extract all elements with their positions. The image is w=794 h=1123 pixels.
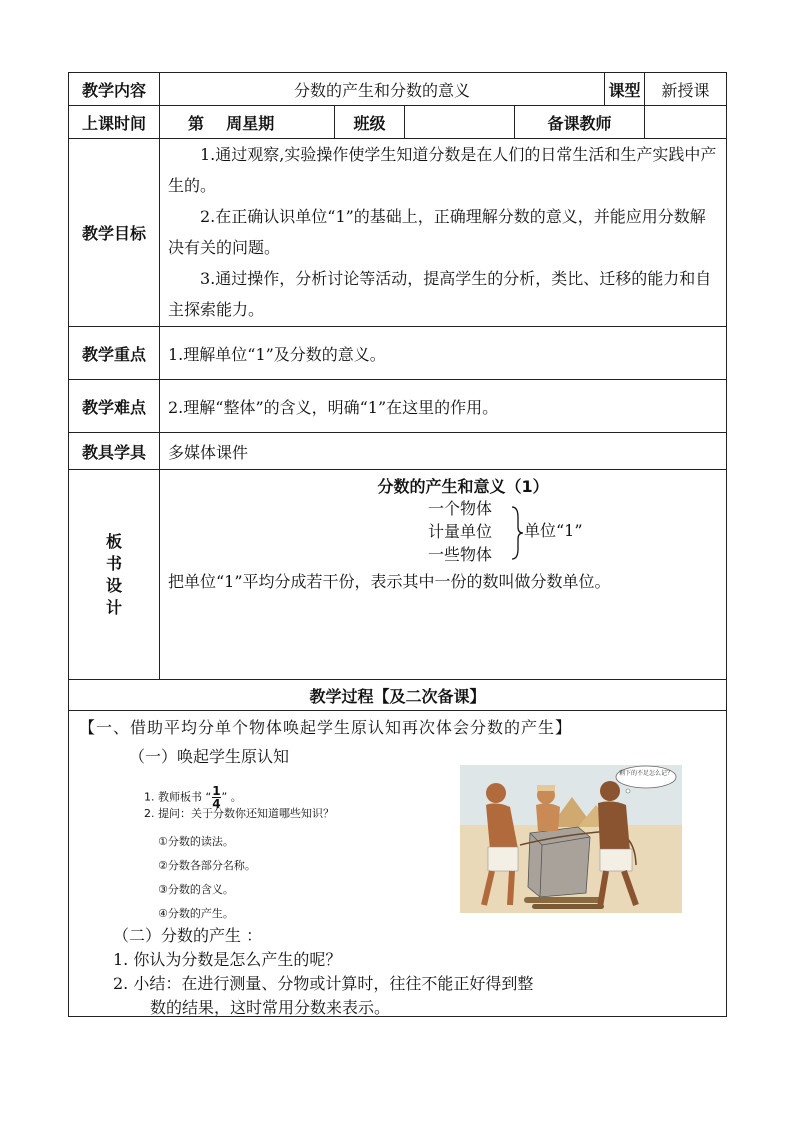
board-title: 分数的产生和意义（1） — [377, 477, 549, 496]
objective-2: 2.在正确认识单位“1”的基础上，正确理解分数的意义，并能应用分数解决有关的问题。 — [168, 207, 706, 257]
objectives-content — [160, 139, 727, 327]
board-item: 一些物体 — [428, 545, 493, 564]
board-label: 板 书 设 计 — [69, 470, 160, 680]
content-label: 教学内容 — [69, 73, 160, 106]
difficulty-label: 教学难点 — [69, 380, 160, 433]
figure-item: ④分数的产生。 — [158, 907, 234, 920]
type-label: 课型 — [605, 73, 645, 106]
type-value: 新授课 — [645, 73, 727, 106]
objective-3: 3.通过操作，分析讨论等活动，提高学生的分析，类比、迁移的能力和自主探索能力。 — [168, 269, 712, 319]
figure-item: ③分数的含义。 — [158, 883, 234, 896]
content-value: 分数的产生和分数的意义 — [160, 73, 605, 106]
sub-heading-1: （一）唤起学生原认知 — [129, 747, 290, 766]
board-definition: 把单位“1”平均分成若干份，表示其中一份的数叫做分数单位。 — [168, 572, 611, 591]
tools-label: 教具学具 — [69, 433, 160, 470]
measuring-illustration — [460, 765, 682, 913]
class-label: 班级 — [335, 106, 405, 139]
objectives-label: 教学目标 — [69, 139, 160, 327]
process-title: 教学过程【及二次备课】 — [69, 680, 727, 711]
sub-heading-2: （二）分数的产生 ： — [113, 926, 263, 945]
teacher-value — [645, 106, 727, 139]
difficulty-value: 2.理解“整体”的含义，明确“1”在这里的作用。 — [160, 380, 727, 433]
summary-line-2: 数的结果，这时常用分数来表示。 — [150, 998, 391, 1017]
key-point-value: 1.理解单位“1”及分数的意义。 — [160, 327, 727, 380]
board-item: 一个物体 — [428, 499, 493, 518]
fraction: $\frac{1}{4}$ — [212, 784, 221, 811]
board-brace-diagram — [428, 497, 726, 567]
key-point-label: 教学重点 — [69, 327, 160, 380]
right-brace-icon — [510, 505, 524, 561]
section-1-heading: 【一、借助平均分单个物体唤起学生原认知再次体会分数的产生】 — [79, 718, 573, 737]
teacher-label: 备课教师 — [515, 106, 645, 139]
summary-line-1: 2. 小结：在进行测量、分物或计算时，往往不能正好得到整 — [113, 974, 534, 993]
time-value: 第 周星期 — [160, 106, 335, 139]
board-item: 计量单位 — [428, 522, 493, 541]
figure-item: ②分数各部分名称。 — [158, 859, 256, 872]
objective-1: 1.通过观察,实验操作使学生知道分数是在人们的日常生活和生产实践中产生的。 — [168, 145, 717, 195]
figure-line-1: 1. 教师板书 “ $\frac{1}{4}$ ” 。 — [144, 784, 242, 811]
class-value — [405, 106, 515, 139]
figure-item: ①分数的读法。 — [158, 835, 234, 848]
tools-value: 多媒体课件 — [160, 433, 727, 470]
bubble-text: 剩下的不足怎么记？ — [618, 770, 674, 777]
board-unit: 单位“1” — [524, 521, 583, 540]
question-1: 1. 你认为分数是怎么产生的呢？ — [113, 950, 342, 969]
board-content — [160, 470, 727, 680]
figure-line-2: 2. 提问：关于分数你还知道哪些知识？ — [144, 807, 334, 820]
time-label: 上课时间 — [69, 106, 160, 139]
